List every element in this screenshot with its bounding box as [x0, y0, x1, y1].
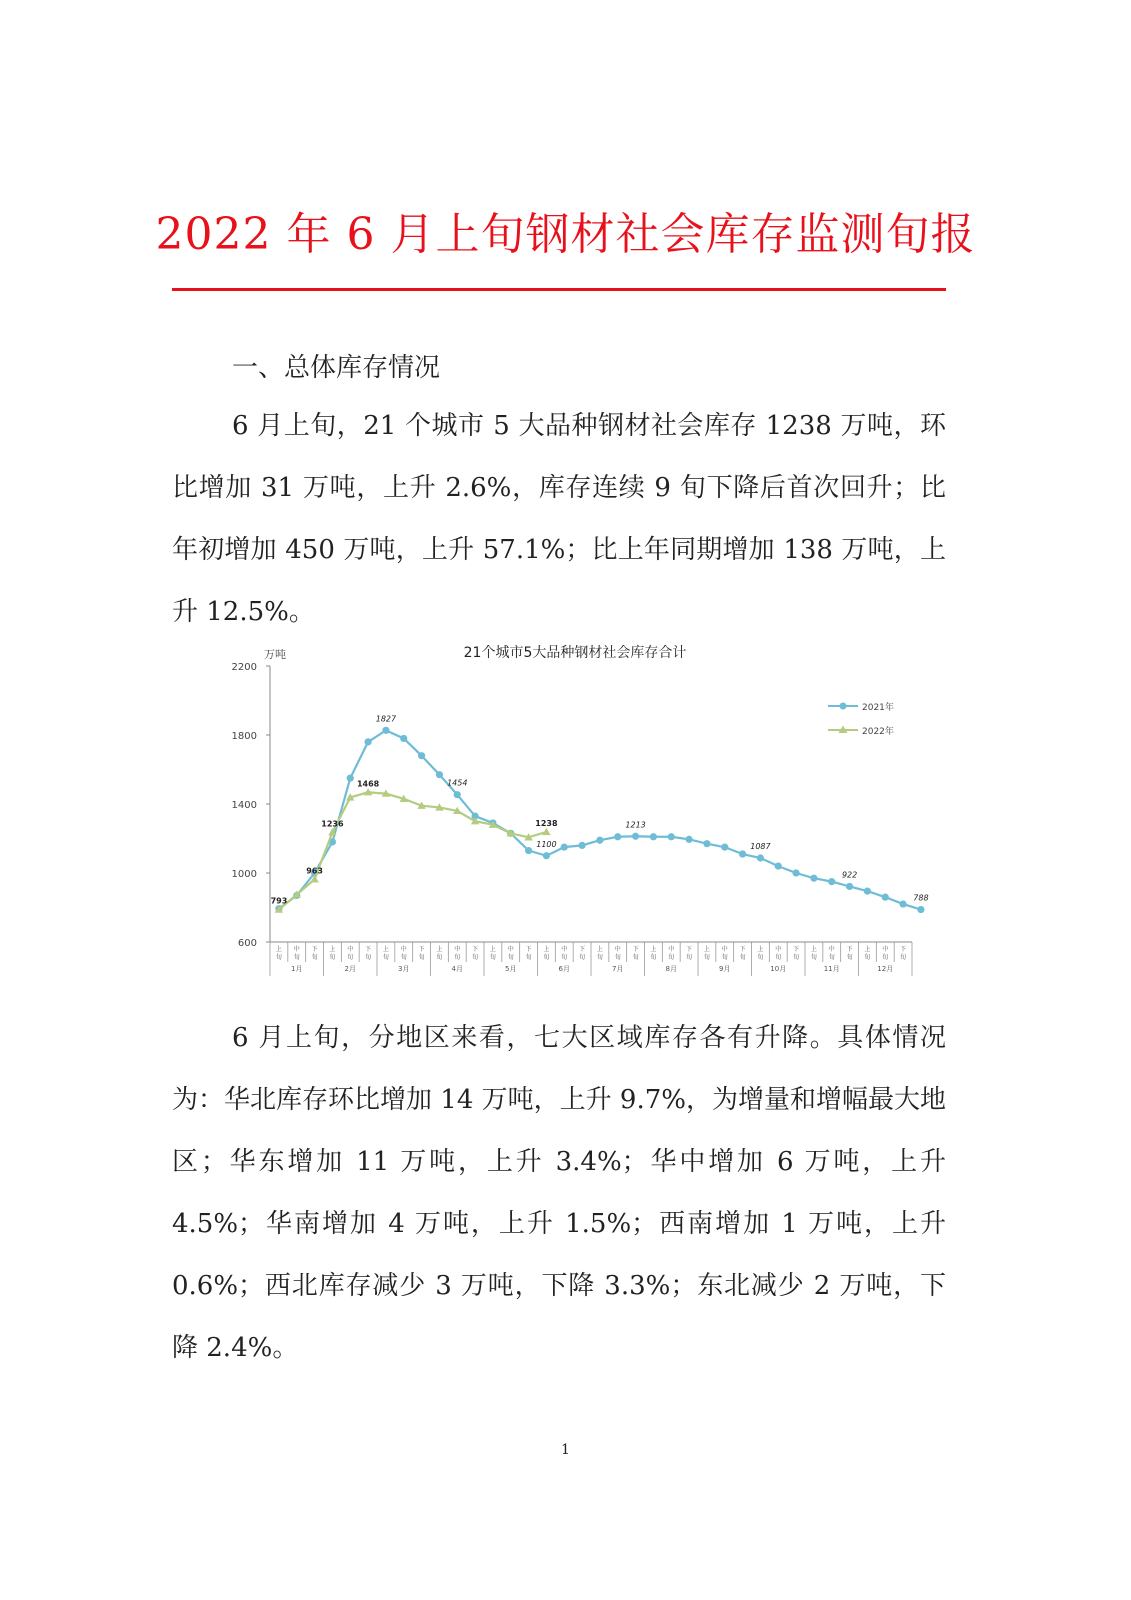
x-tick-label: 上	[329, 946, 336, 953]
data-point	[882, 894, 889, 901]
x-tick-label: 下	[846, 946, 853, 953]
data-point	[364, 738, 371, 745]
data-label: 1827	[375, 714, 397, 724]
x-tick-label: 旬	[686, 954, 693, 961]
data-label: 1087	[750, 841, 771, 851]
x-tick-label: 上	[543, 946, 550, 953]
regional-paragraph: 6 月上旬，分地区来看，七大区域库存各有升降。具体情况为：华北库存环比增加 14 万吨，上升 9.7%，为增量和增幅最大地区；华东增加 11 万吨，上升 3.4%；华中增加 6 万吨，上升 4.5%；华南增加 4 万吨，上升 1.5%；西南增加 1 万吨，上升 0.6%；西北库存减少 3 万吨，下降 3.3%；东北减少 2 万吨，下降 2.4%。	[172, 1023, 946, 1363]
chart-legend	[828, 701, 894, 737]
data-point	[864, 888, 871, 895]
x-tick-label: 中	[882, 946, 889, 953]
inventory-line-chart	[230, 630, 930, 980]
x-tick-label: 中	[721, 946, 728, 953]
x-tick-label: 上	[489, 946, 496, 953]
data-label: 1238	[535, 818, 558, 828]
x-tick-label: 旬	[757, 954, 764, 961]
x-tick-label: 旬	[311, 954, 318, 961]
month-label: 6月	[558, 965, 570, 973]
data-point	[454, 791, 461, 798]
month-label: 11月	[823, 965, 840, 973]
x-tick-label: 旬	[507, 954, 514, 961]
data-point	[596, 837, 603, 844]
y-tick-label: 2200	[231, 662, 257, 673]
x-tick-label: 旬	[400, 954, 407, 961]
data-point	[650, 833, 657, 840]
x-tick-label: 旬	[775, 954, 782, 961]
x-tick-label: 旬	[454, 954, 461, 961]
legend-label: 2022年	[862, 727, 894, 737]
data-point	[632, 833, 639, 840]
data-point	[578, 842, 585, 849]
data-point	[899, 900, 906, 907]
x-tick-label: 旬	[525, 954, 532, 961]
data-label: 922	[841, 870, 858, 880]
x-tick-label: 旬	[436, 954, 443, 961]
data-point	[792, 869, 799, 876]
report-title: 2022 年 6 月上旬钢材社会库存监测旬报	[155, 209, 976, 260]
x-tick-label: 下	[579, 946, 586, 953]
x-tick-label: 下	[472, 946, 479, 953]
x-tick-label: 中	[775, 946, 782, 953]
x-tick-label: 旬	[561, 954, 568, 961]
x-tick-label: 旬	[810, 954, 817, 961]
data-point	[846, 883, 853, 890]
page-number: 1	[561, 1442, 570, 1458]
data-point	[436, 771, 443, 778]
data-label: 788	[913, 893, 929, 903]
x-tick-label: 中	[400, 946, 407, 953]
x-tick-label: 旬	[275, 954, 282, 961]
x-tick-label: 中	[828, 946, 835, 953]
x-tick-label: 旬	[489, 954, 496, 961]
x-tick-label: 旬	[703, 954, 710, 961]
x-tick-label: 旬	[721, 954, 728, 961]
x-tick-label: 上	[650, 946, 657, 953]
chart-series	[271, 714, 929, 913]
y-tick-label: 1000	[231, 869, 257, 880]
x-tick-label: 旬	[864, 954, 871, 961]
x-tick-label: 下	[418, 946, 425, 953]
data-label: 1100	[536, 839, 557, 849]
x-tick-label: 旬	[882, 954, 889, 961]
x-tick-label: 上	[436, 946, 443, 953]
data-label: 1236	[321, 819, 344, 829]
y-axis-unit-label: 万吨	[264, 648, 286, 661]
x-tick-label: 下	[686, 946, 693, 953]
data-point	[685, 836, 692, 843]
data-point	[739, 850, 746, 857]
x-tick-label: 旬	[739, 954, 746, 961]
x-tick-label: 下	[632, 946, 639, 953]
x-tick-label: 旬	[650, 954, 657, 961]
month-label: 7月	[612, 965, 624, 973]
x-tick-label: 上	[864, 946, 871, 953]
month-label: 4月	[451, 965, 463, 973]
data-point	[757, 854, 764, 861]
legend-marker	[840, 703, 847, 710]
data-point	[347, 775, 354, 782]
month-label: 2月	[344, 965, 356, 973]
x-tick-label: 上	[703, 946, 710, 953]
x-tick-label: 旬	[293, 954, 300, 961]
data-label: 1468	[356, 779, 380, 789]
x-tick-label: 旬	[900, 954, 907, 961]
x-tick-label: 中	[507, 946, 514, 953]
data-point	[917, 906, 924, 913]
series-line-1	[279, 730, 921, 909]
overview-paragraph: 6 月上旬，21 个城市 5 大品种钢材社会库存 1238 万吨，环比增加 31 万吨，上升 2.6%，库存连续 9 旬下降后首次回升；比年初增加 450 万吨，上升 57.1%；比上年同期增加 138 万吨，上升 12.5%。	[172, 411, 946, 627]
month-label: 1月	[291, 965, 303, 973]
month-label: 10月	[770, 965, 787, 973]
data-point	[614, 833, 621, 840]
x-tick-label: 旬	[382, 954, 389, 961]
x-tick-label: 旬	[828, 954, 835, 961]
x-tick-label: 中	[347, 946, 354, 953]
data-label: 1454	[447, 778, 468, 788]
data-point	[418, 752, 425, 759]
data-point	[525, 847, 532, 854]
data-label: 1213	[625, 820, 646, 830]
data-point	[703, 840, 710, 847]
x-tick-label: 下	[365, 946, 372, 953]
month-label: 8月	[665, 965, 677, 973]
x-tick-label: 旬	[668, 954, 675, 961]
x-tick-label: 下	[739, 946, 746, 953]
month-label: 3月	[398, 965, 410, 973]
x-tick-label: 下	[793, 946, 800, 953]
x-tick-label: 中	[293, 946, 300, 953]
data-point	[561, 844, 568, 851]
data-point	[721, 844, 728, 851]
data-label: 793	[270, 896, 288, 906]
month-label: 12月	[877, 965, 894, 973]
legend-label: 2021年	[862, 703, 894, 713]
chart-title: 21个城市5大品种钢材社会库存合计	[463, 645, 687, 661]
x-tick-label: 上	[596, 946, 603, 953]
x-tick-label: 中	[668, 946, 675, 953]
x-tick-label: 旬	[579, 954, 586, 961]
data-point	[542, 828, 550, 835]
series-line-2	[279, 792, 546, 909]
x-tick-label: 上	[382, 946, 389, 953]
x-tick-label: 旬	[793, 954, 800, 961]
y-tick-label: 1400	[231, 800, 257, 811]
x-tick-label: 上	[757, 946, 764, 953]
data-point	[775, 863, 782, 870]
x-tick-label: 上	[810, 946, 817, 953]
x-tick-label: 上	[275, 946, 282, 953]
data-point	[382, 727, 389, 734]
title-divider	[172, 288, 946, 291]
x-tick-label: 下	[311, 946, 318, 953]
x-tick-label: 旬	[365, 954, 372, 961]
x-tick-label: 下	[525, 946, 532, 953]
y-tick-label: 1800	[231, 731, 257, 742]
section-heading: 一、总体库存情况	[232, 353, 441, 383]
x-tick-label: 中	[454, 946, 461, 953]
data-point	[810, 875, 817, 882]
x-tick-label: 中	[561, 946, 568, 953]
data-point	[668, 833, 675, 840]
x-tick-label: 中	[614, 946, 621, 953]
data-point	[543, 852, 550, 859]
data-label: 963	[306, 866, 323, 876]
x-tick-label: 旬	[614, 954, 621, 961]
x-tick-label: 旬	[472, 954, 479, 961]
month-label: 9月	[719, 965, 731, 973]
x-tick-label: 旬	[596, 954, 603, 961]
x-tick-label: 旬	[418, 954, 425, 961]
x-tick-label: 旬	[846, 954, 853, 961]
data-point	[400, 735, 407, 742]
x-tick-label: 旬	[347, 954, 354, 961]
month-label: 5月	[505, 965, 517, 973]
x-tick-label: 下	[900, 946, 907, 953]
data-point	[828, 878, 835, 885]
x-tick-label: 旬	[543, 954, 550, 961]
x-tick-label: 旬	[329, 954, 336, 961]
x-tick-label: 旬	[632, 954, 639, 961]
y-tick-label: 600	[237, 938, 257, 949]
